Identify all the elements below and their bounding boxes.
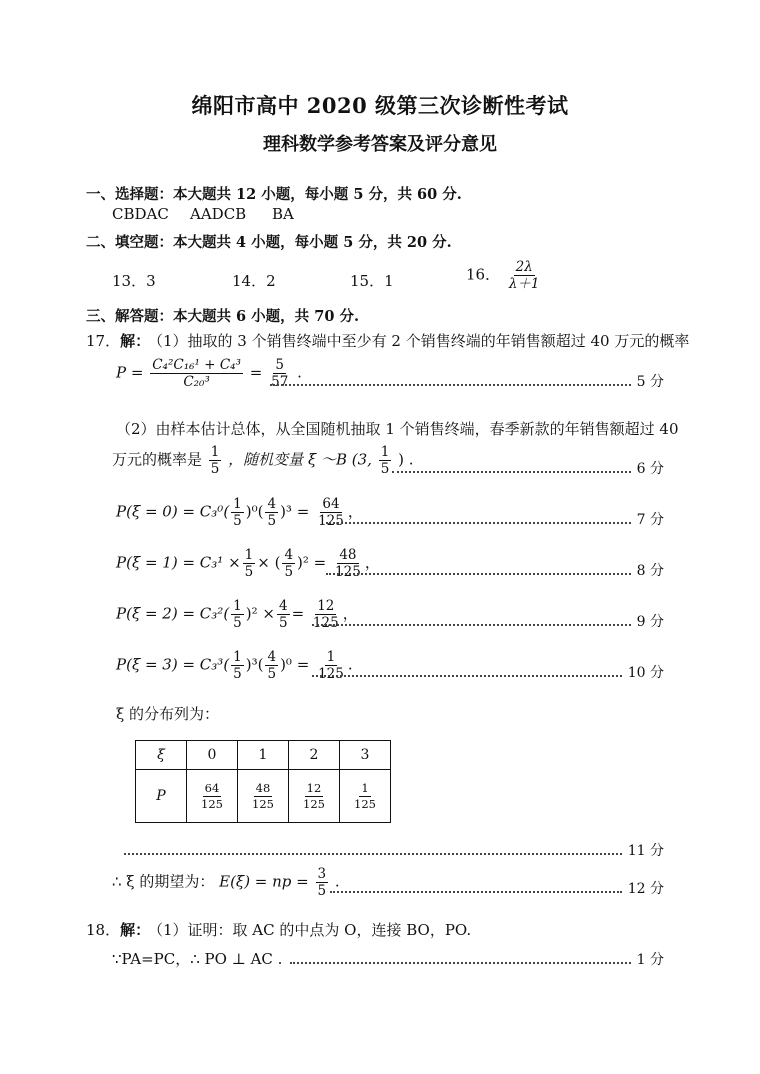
q17-distribution-label: ξ 的分布列为： [116,705,220,723]
section-2-heading: 二、填空题：本大题共 4 小题，每小题 5 分，共 20 分. [86,234,452,251]
q17-eq-p0-score: 7 分 [318,509,664,529]
q18-line1: （1）证明：取 AC 的中点为 O，连接 BO，PO. [148,921,472,939]
q18-line2-score: 1 分 [282,949,664,969]
q17-expectation-score: 12 分 [322,878,664,898]
q18-number: 18．解： [86,921,151,939]
choice-answers-3: BA [272,205,294,223]
q17-part1-text: （1）抽取的 3 个销售终端中至少有 2 个销售终端的年销售额超过 40 万元的概率 [148,332,690,350]
section-3-heading: 三、解答题：本大题共 6 小题，共 70 分. [86,308,360,325]
distribution-table [135,740,391,823]
page-title: 绵阳市高中 2020 级第三次诊断性考试 [191,93,569,118]
q17-part2-line2: 万元的概率是 $\frac{1}{5}$ ，随机变量 ξ ～B (3, $\frac{1}{5}$ ) . [112,444,414,478]
q17-number: 17．解： [86,332,151,350]
q17-p1-score: 5 分 [262,371,664,391]
q17-part2-score: 6 分 [384,458,664,478]
q17-eq-p1: P(ξ = 1) = C₃¹ × $\frac{1}{5}$ × ( $\frac{4}{5}$ )² = $\frac{48}{125}$ ， [116,547,380,581]
table-header-xi: ξ [136,741,187,770]
table-header-p: P [136,770,187,823]
page-subtitle: 理科数学参考答案及评分意见 [263,134,497,155]
table-value: 2 [289,741,340,770]
choice-answers-1: CBDAC [112,205,169,223]
table-value: 1 [238,741,289,770]
fill-answer-15: 15．1 [350,272,394,290]
fill-answer-13: 13．3 [112,272,156,290]
q17-eq-p1-score: 8 分 [318,560,664,580]
table-prob: $\frac{1}{125}$ [340,770,391,823]
fill-answer-16-label: 16． [466,265,501,284]
fill-answer-16 [466,260,544,291]
q17-eq-p3: P(ξ = 3) = C₃³( $\frac{1}{5}$ )³( $\frac{4}{5}$ )⁰ = $\frac{1}{125}$ . [116,649,353,683]
table-prob: $\frac{64}{125}$ [187,770,238,823]
q17-eq-p2: P(ξ = 2) = C₃²( $\frac{1}{5}$ )² × $\frac{4}{5}$ = $\frac{12}{125}$ ， [116,598,358,632]
q17-p1-formula: P = $\frac{\text{C₄²C₁₆¹ + C₄³}}{\text{C₂₀³}}$ = $\frac{5}{57}$ . [116,357,302,391]
q17-expectation: ∴ ξ 的期望为： E(ξ) = np = $\frac{3}{5}$ . [112,866,340,900]
fill-answer-14: 14．2 [232,272,276,290]
q17-part2-line1: （2）由样本估计总体，从全国随机抽取 1 个销售终端，春季新款的年销售额超过 40 [116,420,679,438]
q17-table-score: 11 分 [124,840,664,860]
fill-answer-16-fraction: $\frac{2\lambda}{\lambda+1}$ [508,259,540,293]
choice-answers-2: AADCB [190,205,247,223]
q17-eq-p3-score: 10 分 [304,662,664,682]
table-prob: $\frac{48}{125}$ [238,770,289,823]
section-1-heading: 一、选择题：本大题共 12 小题，每小题 5 分，共 60 分. [86,186,462,203]
table-value: 0 [187,741,238,770]
q18-line2: ∵PA=PC，∴ PO ⊥ AC . [112,950,283,968]
q17-eq-p0: P(ξ = 0) = C₃⁰( $\frac{1}{5}$ )⁰( $\frac{4}{5}$ )³ = $\frac{64}{125}$ ， [116,496,363,530]
table-prob: $\frac{12}{125}$ [289,770,340,823]
table-value: 3 [340,741,391,770]
q17-eq-p2-score: 9 分 [304,611,664,631]
